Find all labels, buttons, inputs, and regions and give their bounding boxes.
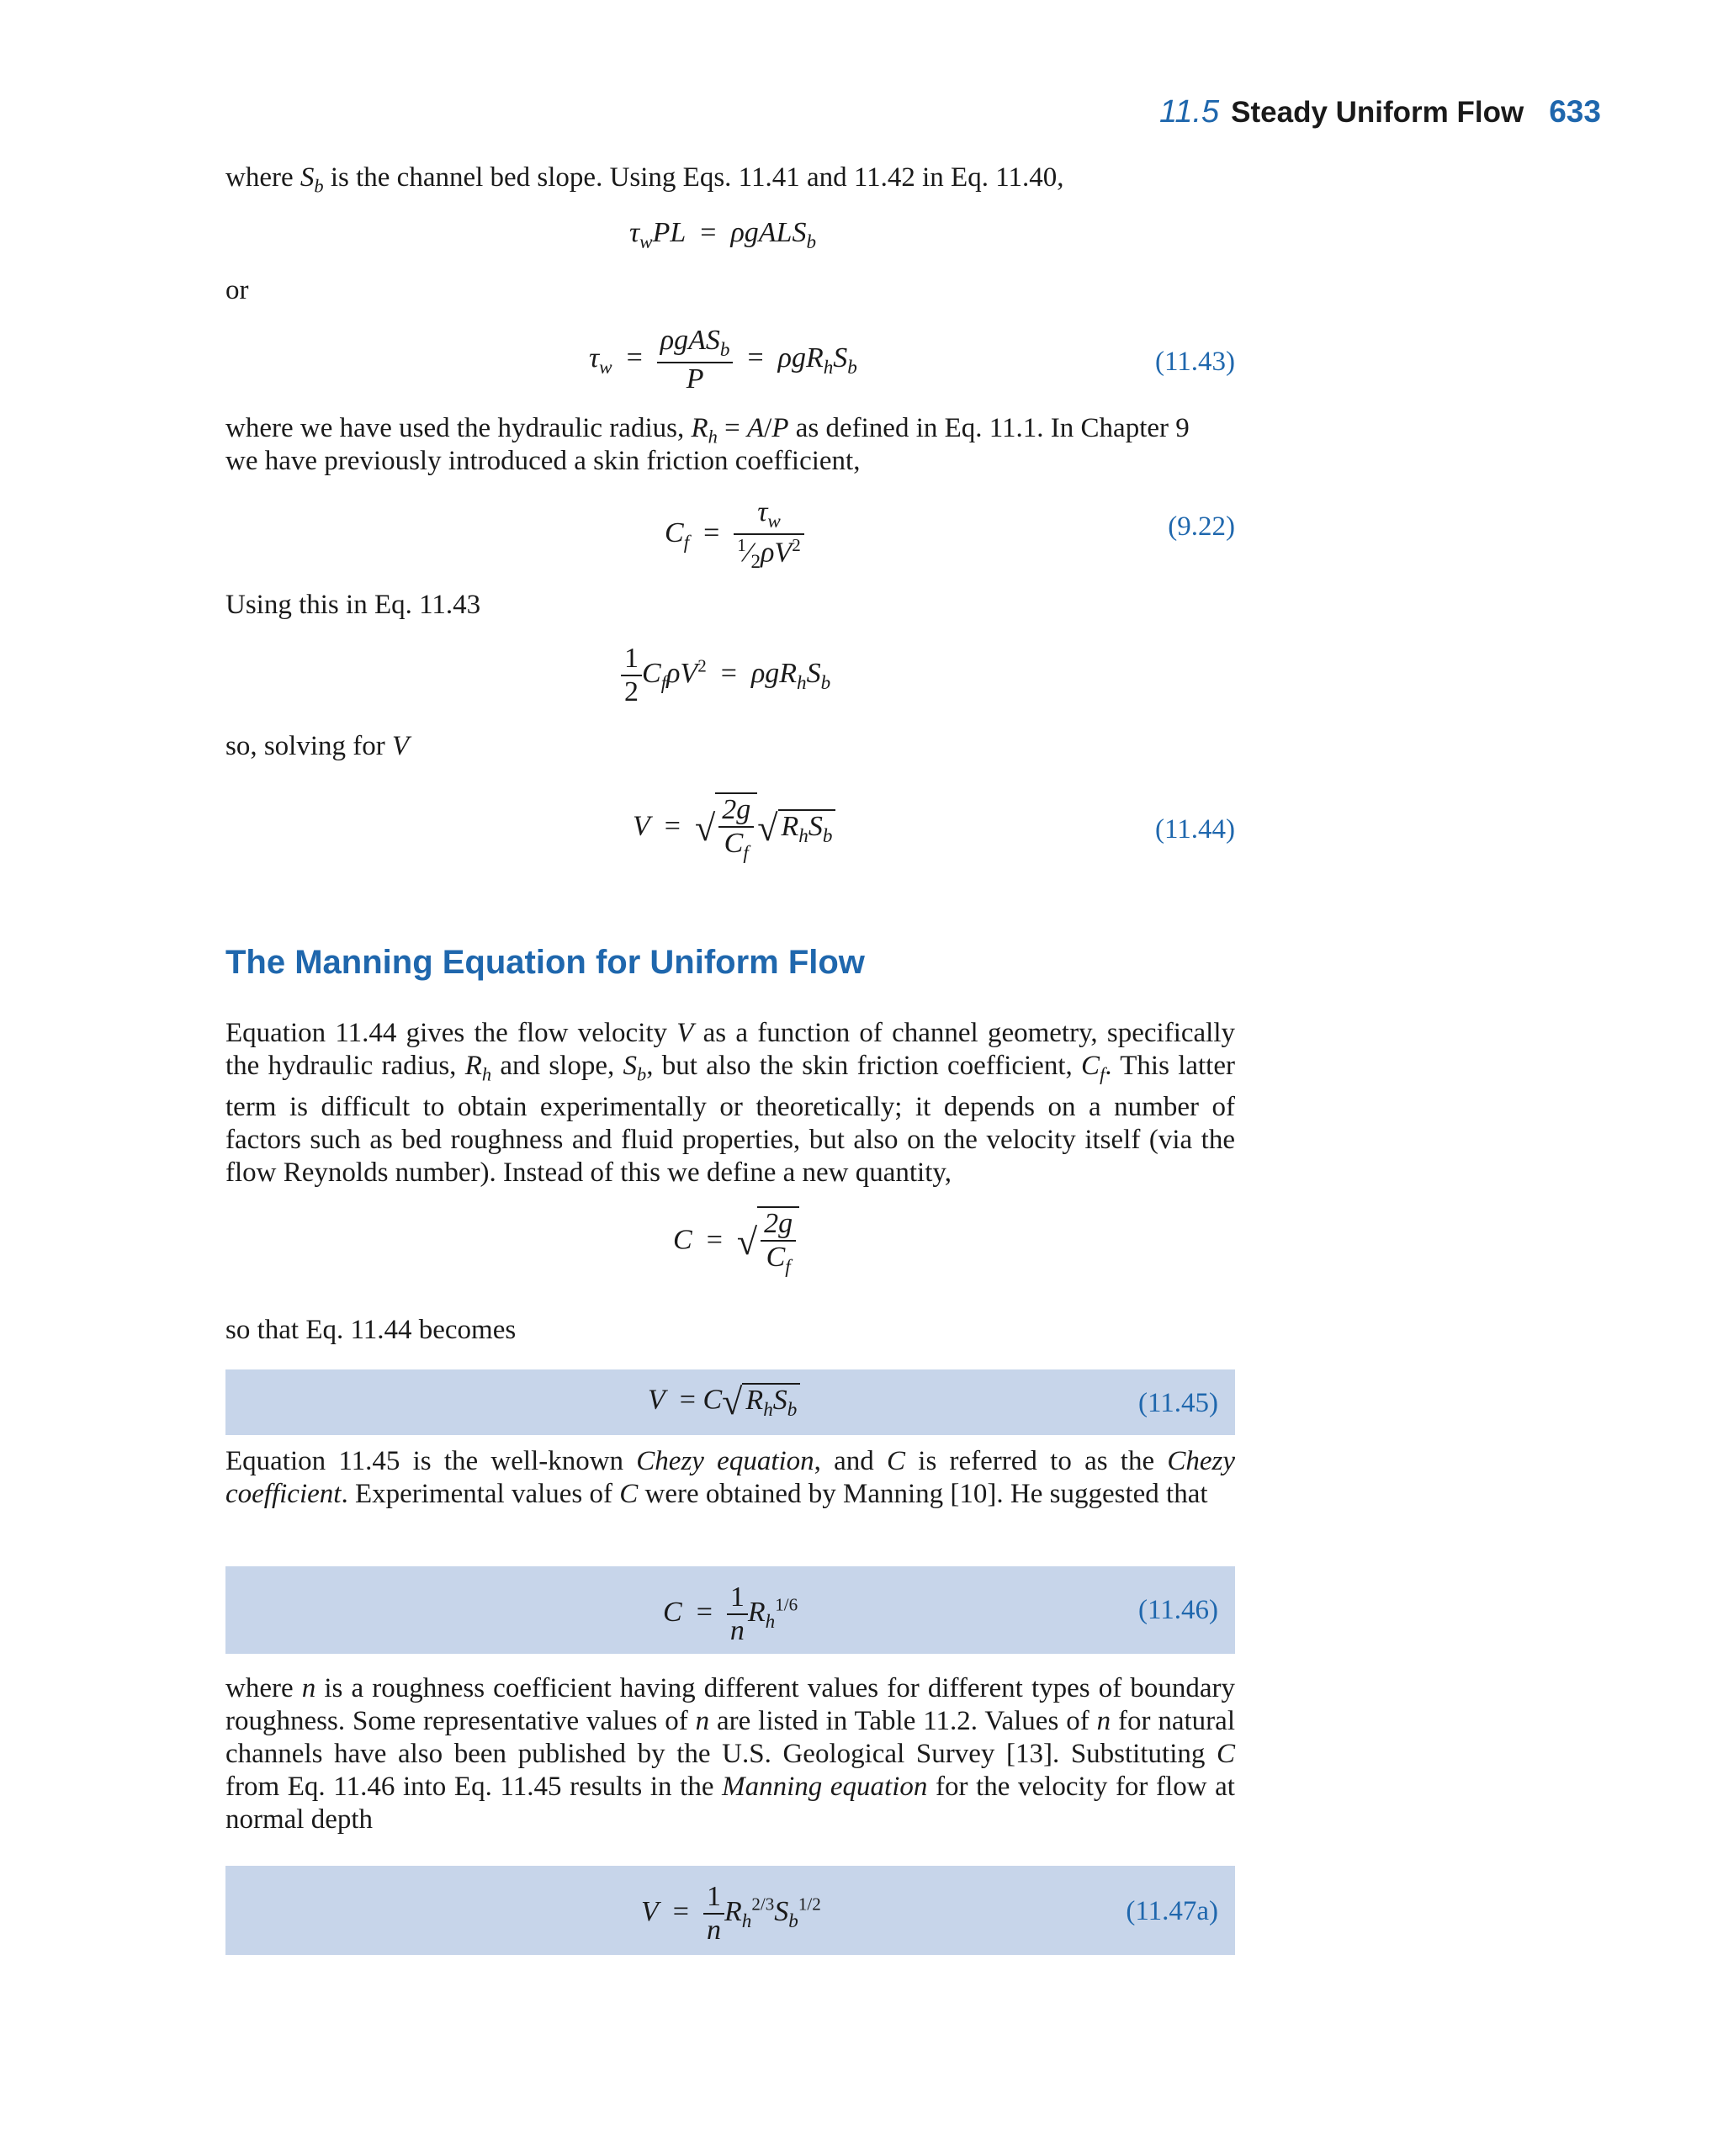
paragraph-or: or bbox=[225, 275, 249, 305]
equation-force-balance: $\tau_wPL$ = ρgALS$_b$ bbox=[629, 217, 817, 253]
section-heading: The Manning Equation for Uniform Flow bbox=[225, 944, 865, 981]
page-number: 633 bbox=[1549, 94, 1601, 129]
paragraph-chezy: Equation 11.45 is the well-known Chezy equation, and C is referred to as the Chezy coefficient. Experimental values of C were obtained by Manning [10]. He suggested that bbox=[225, 1446, 1235, 1509]
paragraph-hydraulic-radius-line2: we have previously introduced a skin friction coefficient, bbox=[225, 446, 861, 476]
equation-11-45: V = C√ $R_hS_b$ bbox=[648, 1383, 800, 1422]
paragraph-using-this: Using this in Eq. 11.43 bbox=[225, 590, 481, 620]
equation-friction-balance: $\frac{1}{2}$ $C_f\rho V^2 = \rho gR_hS_b$ bbox=[621, 643, 830, 708]
equation-number-11-47a: (11.47a) bbox=[1126, 1896, 1218, 1926]
paragraph-becomes: so that Eq. 11.44 becomes bbox=[225, 1315, 517, 1345]
equation-number-11-44: (11.44) bbox=[1154, 814, 1235, 845]
equation-number-11-46: (11.46) bbox=[1137, 1595, 1218, 1625]
equation-box-11-45 bbox=[225, 1369, 1235, 1435]
paragraph-equation-11-44: Equation 11.44 gives the flow velocity V as a function of channel geometry, specifically the hydraulic radius, $R_h$ and slope, $S_b$, but also the skin friction coefficient, $C_f$. This latter term is difficult to obtain experimentally or theoretically; it depends on a number of factors such as bed roughness and fluid properties, but also on the velocity itself (via the flow Reynolds number). Instead of this we define a new quantity, bbox=[225, 1018, 1235, 1188]
section-number: 11.5 bbox=[1159, 94, 1220, 130]
paragraph-roughness: where n is a roughness coefficient having different values for different types of boundary roughness. Some representative values of n are listed in Table 11.2. Values of n for natural channels have also been published by the U.S. Geological Survey [13]. Substituting C from Eq. 11.46 into Eq. 11.45 results in the Manning equation for the velocity for flow at normal depth bbox=[225, 1673, 1235, 1835]
equation-11-43: $\tau_w$ = $\frac{\rho gAS_b}{P}$ = $\rho gR_hS_b$ bbox=[589, 325, 857, 395]
paragraph-solving: so, solving for V bbox=[225, 731, 410, 761]
paragraph-hydraulic-radius-line1: where we have used the hydraulic radius, $R_h = A/P$ as defined in Eq. 11.1. In Chapter 9 bbox=[225, 413, 1190, 448]
equation-chezy-coefficient-def: C = √ $\frac{2g}{C_f}$ bbox=[673, 1206, 799, 1279]
equation-11-46: C = $\frac{1}{n}$ $R_h^{1/6}$ bbox=[663, 1581, 798, 1646]
paragraph-intro: where $S_b$ is the channel bed slope. Using Eqs. 11.41 and 11.42 in Eq. 11.40, bbox=[225, 162, 1064, 197]
equation-box-11-46 bbox=[225, 1566, 1235, 1654]
section-title: Steady Uniform Flow bbox=[1231, 96, 1524, 129]
running-header bbox=[1159, 94, 1601, 136]
equation-box-11-47a bbox=[225, 1866, 1235, 1955]
equation-11-47a: V = $\frac{1}{n}$ $R_h^{2/3}S_b^{1/2}$ bbox=[641, 1881, 821, 1946]
equation-number-9-22: (9.22) bbox=[1168, 511, 1235, 542]
equation-number-11-45: (11.45) bbox=[1137, 1388, 1218, 1418]
equation-11-44: V = √ $\frac{2g}{C_f}$ √ $R_hS_b$ bbox=[633, 792, 835, 865]
equation-number-11-43: (11.43) bbox=[1154, 347, 1235, 377]
equation-9-22: $C_f$ = $\frac{\tau_w}{^1⁄_2\rho V^2}$ bbox=[665, 496, 804, 574]
